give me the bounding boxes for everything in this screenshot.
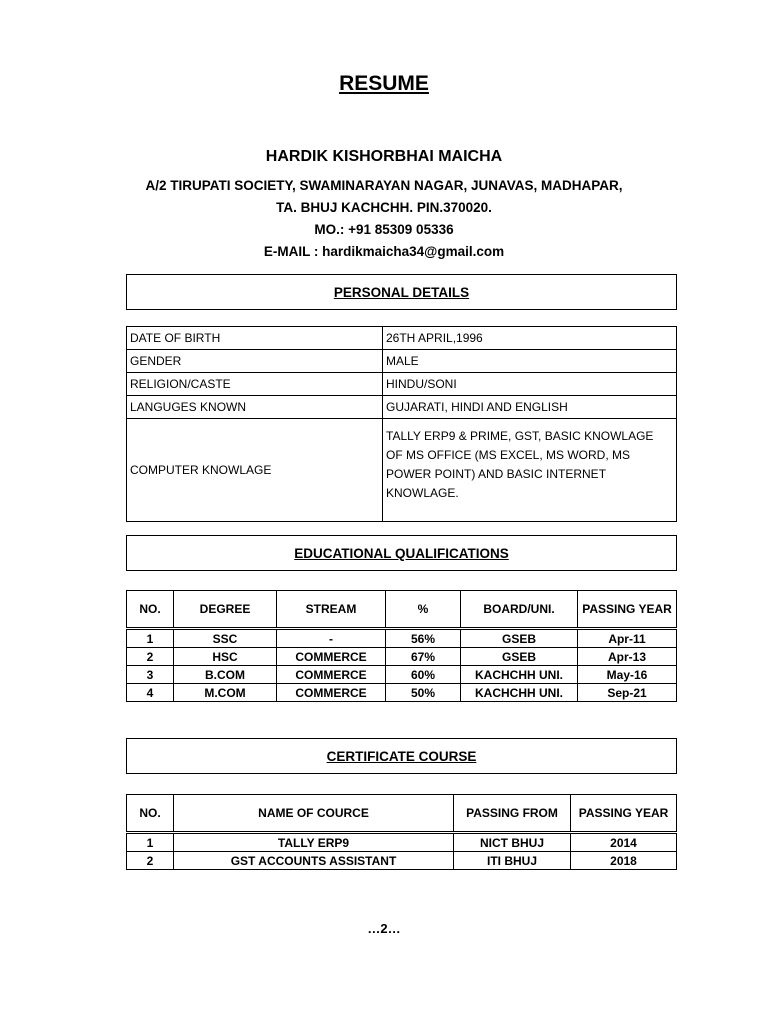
table-cell: 2 bbox=[127, 852, 174, 870]
mobile-number: MO.: +91 85309 05336 bbox=[314, 222, 454, 237]
personal-details-heading bbox=[126, 274, 677, 310]
table-cell: GST ACCOUNTS ASSISTANT bbox=[174, 852, 454, 870]
table-cell: 50% bbox=[386, 684, 461, 702]
table-cell: 60% bbox=[386, 666, 461, 684]
address-line-2: TA. BHUJ KACHCHH. PIN.370020. bbox=[276, 200, 492, 215]
table-cell: - bbox=[277, 629, 386, 648]
column-header: NAME OF COURCE bbox=[174, 795, 454, 833]
table-cell: GSEB bbox=[461, 629, 578, 648]
table-row bbox=[127, 373, 677, 396]
table-header-row bbox=[127, 795, 677, 833]
table-row bbox=[127, 350, 677, 373]
table-row bbox=[127, 684, 677, 702]
table-cell: 2018 bbox=[571, 852, 677, 870]
field-label: GENDER bbox=[127, 350, 383, 373]
education-heading-text: EDUCATIONAL QUALIFICATIONS bbox=[294, 545, 509, 561]
table-row bbox=[127, 327, 677, 350]
table-cell: B.COM bbox=[174, 666, 277, 684]
table-cell: HSC bbox=[174, 648, 277, 666]
table-cell: ITI BHUJ bbox=[454, 852, 571, 870]
field-value: GUJARATI, HINDI AND ENGLISH bbox=[383, 396, 677, 419]
table-cell: M.COM bbox=[174, 684, 277, 702]
column-header: PASSING YEAR bbox=[578, 591, 677, 629]
column-header: PASSING FROM bbox=[454, 795, 571, 833]
table-cell: Sep-21 bbox=[578, 684, 677, 702]
field-label: DATE OF BIRTH bbox=[127, 327, 383, 350]
table-cell: NICT BHUJ bbox=[454, 833, 571, 852]
column-header: PASSING YEAR bbox=[571, 795, 677, 833]
table-row bbox=[127, 852, 677, 870]
column-header: NO. bbox=[127, 591, 174, 629]
field-value: HINDU/SONI bbox=[383, 373, 677, 396]
table-cell: 3 bbox=[127, 666, 174, 684]
table-row bbox=[127, 666, 677, 684]
table-cell: COMMERCE bbox=[277, 684, 386, 702]
table-cell: Apr-11 bbox=[578, 629, 677, 648]
table-cell: GSEB bbox=[461, 648, 578, 666]
field-value: TALLY ERP9 & PRIME, GST, BASIC KNOWLAGE OF MS OFFICE (MS EXCEL, MS WORD, MS POWER POINT) AND BASIC INTERNET KNOWLAGE. bbox=[383, 419, 677, 522]
table-row bbox=[127, 629, 677, 648]
email-address: E-MAIL : hardikmaicha34@gmail.com bbox=[263, 244, 505, 259]
table-cell: 4 bbox=[127, 684, 174, 702]
table-cell: 1 bbox=[127, 629, 174, 648]
table-row bbox=[127, 648, 677, 666]
table-cell: 1 bbox=[127, 833, 174, 852]
field-label: COMPUTER KNOWLAGE bbox=[127, 419, 383, 522]
table-header-row bbox=[127, 591, 677, 629]
certificate-heading-text: CERTIFICATE COURSE bbox=[326, 748, 477, 764]
table-cell: May-16 bbox=[578, 666, 677, 684]
education-heading bbox=[126, 535, 677, 571]
address-line-1: A/2 TIRUPATI SOCIETY, SWAMINARAYAN NAGAR, JUNAVAS, MADHAPAR, bbox=[145, 178, 623, 193]
table-cell: COMMERCE bbox=[277, 666, 386, 684]
table-cell: COMMERCE bbox=[277, 648, 386, 666]
table-row bbox=[127, 396, 677, 419]
certificate-table bbox=[126, 794, 677, 870]
column-header: DEGREE bbox=[174, 591, 277, 629]
column-header: BOARD/UNI. bbox=[461, 591, 578, 629]
table-cell: Apr-13 bbox=[578, 648, 677, 666]
table-cell: 56% bbox=[386, 629, 461, 648]
table-cell: 67% bbox=[386, 648, 461, 666]
column-header: STREAM bbox=[277, 591, 386, 629]
page-number: …2… bbox=[367, 921, 401, 936]
field-label: RELIGION/CASTE bbox=[127, 373, 383, 396]
education-table bbox=[126, 590, 677, 702]
field-value: 26TH APRIL,1996 bbox=[383, 327, 677, 350]
table-cell: SSC bbox=[174, 629, 277, 648]
certificate-heading bbox=[126, 738, 677, 774]
personal-details-table bbox=[126, 326, 677, 522]
table-row bbox=[127, 833, 677, 852]
table-row bbox=[127, 419, 677, 522]
table-cell: 2 bbox=[127, 648, 174, 666]
table-cell: KACHCHH UNI. bbox=[461, 666, 578, 684]
candidate-name: HARDIK KISHORBHAI MAICHA bbox=[265, 148, 503, 165]
column-header: NO. bbox=[127, 795, 174, 833]
table-cell: KACHCHH UNI. bbox=[461, 684, 578, 702]
field-value: MALE bbox=[383, 350, 677, 373]
personal-details-heading-text: PERSONAL DETAILS bbox=[333, 284, 470, 300]
resume-title: RESUME bbox=[339, 72, 429, 95]
table-cell: 2014 bbox=[571, 833, 677, 852]
field-label: LANGUGES KNOWN bbox=[127, 396, 383, 419]
column-header: % bbox=[386, 591, 461, 629]
table-cell: TALLY ERP9 bbox=[174, 833, 454, 852]
